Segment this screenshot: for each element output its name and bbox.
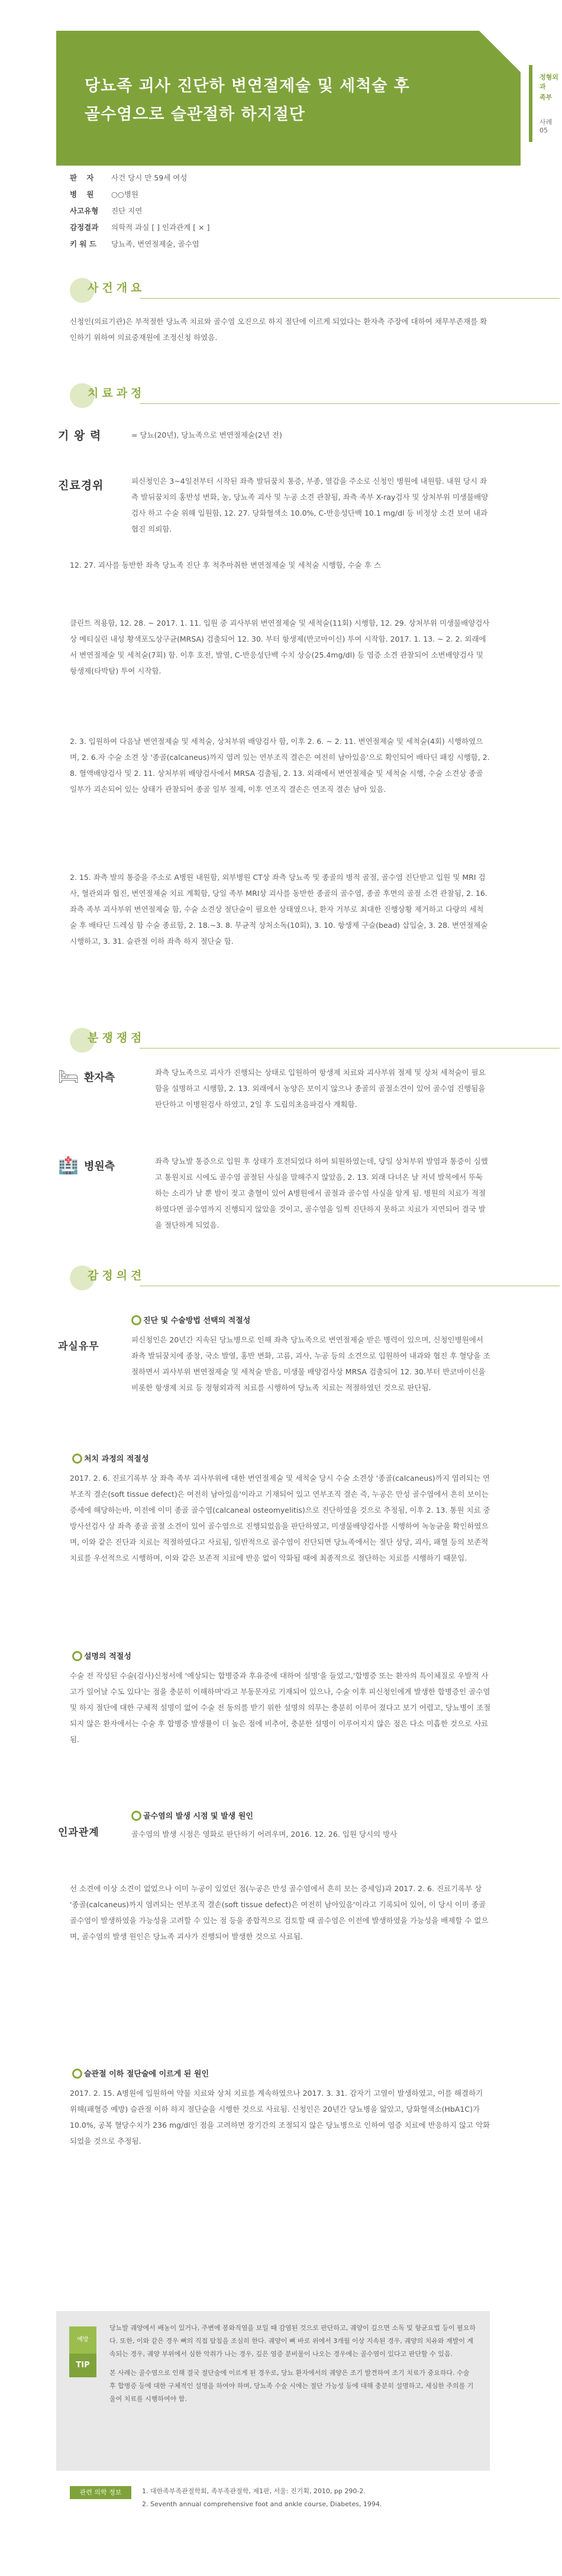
fault-label: 과실유무: [58, 1341, 99, 1352]
fault-subheading: 처치 과정의 적절성: [84, 1452, 149, 1464]
fault-text: 2017. 2. 6. 진료기록부 상 좌측 족부 괴사부위에 대한 변연절제술 및 세척술 당시 수술 소견상 '종골(calcaneus)까지 염려되는 연부조직 결손(soft tissue defect)은 여전히 남아있음'이라고 기재되어 있고 연부조직 결손 즉, 누공은 만성 골수염에서 흔히 보이는 증세에 해당하는바, 이전에 이미 종골 골수염(calcaneal osteomyelitis)으로 진단하였을 것으로 추정됨, 이후 2. 13. 통원 치료 중 방사선검사 상 좌측 종골 골절 소견이 있어 골수염으로 진행되었음을 판단하였고, 미생물배양검사를 시행하여 녹농균을 확인하였으며, 이와 같은 진단과 치료는 적절하였다고 사료됨, 일반적으로 골수염이 진단되면 당뇨족에서는 절단 상당, 괴사, 패혈 등의 보존적 치료를 우선적으로 시행하며, 이와 같은 보존적 치료에 반응 없이 악화될 때에 최종적으로 절단하는 치료를 시행하기 때문임.: [70, 1474, 490, 1562]
case-metadata: [70, 169, 377, 252]
meta-row: 감정결과 의학적 과실 [ ] 인과관계 [ × ]: [70, 223, 210, 232]
course-paragraph: 피신청인은 3∼4일전부터 시작된 좌측 발뒤꿈치 통증, 부종, 열감을 주소로 신청인 병원에 내원함. 내원 당시 좌측 발뒤꿈치의 홍반성 변화, 농, 당뇨족 괴사 및 누공 소견 관찰됨, 좌측 족부 X-ray검사 및 상처부위 미생물배양검사 하고 수술 위해 입원함, 12. 27. 당화혈색소 10.0%, C-반응성단백 10.1 mg/dl 등 비정상 소견 보여 내과 협진 의뢰함.: [131, 477, 489, 533]
patient-side: 🛏 환자측: [58, 1067, 115, 1086]
meta-row: 키 워 드 당뇨족, 변연절제술, 골수염: [70, 240, 199, 248]
hospital-icon: 🏥: [58, 1156, 79, 1175]
meta-row: 사고유형 진단 지연: [70, 206, 143, 215]
fault-subheading: 진단 및 수술방법 선택의 적절성: [143, 1314, 250, 1325]
history-label: 기 왕 력: [58, 429, 102, 442]
case-number: 사례 05: [540, 118, 553, 134]
patient-bed-icon: 🛏: [58, 1067, 79, 1086]
case-title: 당뇨족 괴사 진단하 변연절제술 및 세척술 후 골수염으로 슬관절하 하지절단: [85, 77, 410, 124]
causal-subheading: 슬관절 이하 절단술에 이르게 된 원인: [84, 2067, 209, 2079]
course-label: 진료경위: [58, 479, 104, 492]
hospital-claim-text: 좌측 당뇨발 통증으로 입원 후 상태가 호전되었다 하여 퇴원하였는데, 당일 상처부위 발염과 통증이 심했고 통원치료 시에도 골수염 골절된 사실을 말해주지 않았음, 2. 13. 외래 다녀온 날 저녁 발목에서 뚜둑 하는 소리가 날 뿐 발이 젖고 출혈이 있어 A병원에서 골절과 골수염 사실을 알게 됨. 병원의 치료가 적절하였다면 골수염까지 진행되지 않았을 것이고, 골수염을 일찍 진단하지 못하고 치료가 지연되어 결국 발을 절단하게 되었음.: [155, 1157, 488, 1229]
causal-text: 골수염의 발생 시점은 영화로 판단하기 어려우며, 2016. 12. 26. 입원 당시의 방사: [131, 1830, 398, 1839]
category-part: 족부: [540, 93, 553, 101]
fault-text: 수술 전 작성된 수술(검사)신청서에 '예상되는 합병증과 후유증에 대하여 설명'을 들었고,'합병증 또는 환자의 특이체질로 우발적 사고가 일어날 수도 있다'는 점을 충분히 이해하며'라고 부동문자로 기재되어 있으나, 수술 이후 피신청인에게 발생한 합병증인 골수염 및 하지 절단에 대한 구체적 설명이 없어 수술 전 동의를 받기 위한 설명의 의무는 충분히 이루어 졌다고 보기 어렵고, 당뇨병이 조절되지 않은 환자에서는 수술 후 합병증 발생률이 더 높은 점에 비추어, 충분한 설명이 이루어지지 않은 점은 다소 미흡한 것으로 사료됨.: [70, 1671, 491, 1744]
causal-text: 2017. 2. 15. A병원에 입원하여 약물 치료와 상처 치료를 계속하였으나 2017. 3. 31. 감자기 고열이 발생하였고, 이를 해결하기 위해(패혈증 예방) 슬관절 이하 하지 절단술을 시행한 것으로 사료됨. 신청인은 20년간 당뇨병을 앓았고, 당화혈색소(HbA1C)가 10.0%, 공복 혈당수치가 236 mg/dl인 점을 고려하면 장기간의 조절되지 않은 당뇨병으로 인하여 염증 치료에 반응하지 않고 악화 되었을 것으로 추정됨.: [70, 2089, 490, 2145]
patient-claim-text: 좌측 당뇨족으로 괴사가 진행되는 상태로 입원하여 항생제 치료와 괴사부위 절제 및 상처 세척술이 필요함을 설명하고 시행함, 2. 13. 외래에서 농양은 보이지 않으나 종골의 골절소견이 있어 골수염 진행됨을 판단하고 이병원검사 하였고, 2일 후 도립의초음파검사 계획함.: [155, 1068, 486, 1109]
prevention-tip-box: [56, 2311, 490, 2471]
course-paragraph: 12. 27. 괴사를 동반한 좌측 당뇨족 진단 후 척추마취한 변연절제술 및 세척술 시행함, 수술 후 스: [70, 561, 381, 569]
fault-subheading: 설명의 적절성: [84, 1650, 131, 1661]
hospital-side: 🏥 병원측: [58, 1156, 115, 1175]
overview-text: 신청인(의료기관)은 부적절한 당뇨족 치료와 골수염 오진으로 하지 절단에 이르게 되었다는 환자측 주장에 대하여 채무부존재를 확인하기 위하여 의료중재원에 조정신청 하였음.: [70, 317, 487, 342]
meta-row: 판 자 사건 당시 만 59세 여성: [70, 173, 188, 182]
meta-row: 병 원 ○○병원: [70, 190, 138, 199]
category-tab: [521, 31, 562, 166]
causal-text: 선 소견에 이상 소견이 없었으나 이미 누공이 있었던 점(누공은 만성 골수염에서 흔히 보는 증세임)과 2017. 2. 6. 진료기록부 상 '종골(calcaneus)까지 염려되는 연부조직 결손(soft tissue defect)은 여전히 남아있음'이라고 기록되어 있어, 이 당시 이미 종골 골수염이 발생하였을 가능성을 고려할 수 있는 점 등을 종합적으로 검토할 때 골수염은 이전에 발생하였을 가능성을 배제할 수 없으며, 골수염의 발생 원인은 당뇨족 괴사가 진행되어 발생한 것으로 사료됨.: [70, 1884, 489, 1941]
course-paragraph: 2. 3. 입원하여 다음날 변연절제술 및 세척술, 상처부위 배양검사 함, 이후 2. 6. ∼ 2. 11. 변연절제술 및 세척술(4회) 시행하였으며, 2. 6.자 수술 소견 상 '종골(calcaneus)까지 염려 있는 연부조직 결손은 여전히 남아있음'으로 확인되어 배타딘 패킹 시행함, 2. 8. 혈액배양검사 및 2. 11. 상처부위 배양검사에서 MRSA 검출됨, 2. 13. 외래에서 변연절제술 및 세척술 시행, 수술 소견상 종골 일부가 괴손되어 있는 상태가 관찰되어 종골 일부 절제, 이후 연조직 결손은 연조직 결손 남아 있음.: [70, 737, 490, 794]
category-dept: 정형외과: [540, 73, 558, 90]
course-paragraph: 2. 15. 좌측 발의 통증을 주소로 A병원 내원함, 외부병원 CT상 좌측 당뇨족 및 종골의 병적 골절, 골수염 진단받고 입원 및 MRI 검사, 혈관외과 협진, 변연절제술 치료 계획함, 당일 족부 MRI상 괴사를 동반한 종골의 골수염, 종골 후면의 골절 소견 관찰됨, 2. 16. 좌측 족부 괴사부위 변연절제술 함, 수술 소견상 절단술이 필요한 상태였으나, 환자 거부로 최대한 진행상황 제거하고 다량의 세척 술 후 배타딘 드레싱 함 수술 종료함, 2. 18.∼3. 8. 무균적 상처소독(10회), 3. 10. 항생제 구슬(bead) 삽입술, 3. 28. 변연절제술 시행하고, 3. 31. 슬관절 이하 좌측 하지 절단술 함.: [70, 873, 488, 946]
history-text: = 당뇨(20년), 당뇨족으로 변연절제술(2년 전): [131, 431, 282, 439]
course-paragraph: 클린트 적용함, 12. 28. ∼ 2017. 1. 11. 입원 중 괴사부위 변연절제술 및 세척술(11회) 시행함, 12. 29. 상처부위 미생물배양검사상 메티실린 내성 황색포도상구균(MRSA) 검출되어 12. 30. 부터 항생제(반코마이신) 투여 시작함. 2017. 1. 13. ∼ 2. 2. 외래에서 변연절제술 및 세척술(7회) 함. 이후 호전, 발열, C-반응성단백 수치 상승(25.4mg/dl) 등 염증 소견 관찰되어 소변배양검사 및 항생제(타박탐) 투여 시작함.: [70, 619, 490, 675]
reference-badge: 관련 의학 정보: [70, 2486, 131, 2499]
category-bar: [529, 65, 532, 142]
fault-text: 피신청인은 20년간 지속된 당뇨병으로 인해 좌측 당뇨족으로 변연절제술 받은 병력이 있으며, 신청인병원에서 좌측 발뒤꿈치에 종창, 국소 발열, 홍반 변화, 고름, 괴사, 누공 등의 소견으로 입원하여 내과와 협진 후 혈당을 조절하면서 괴사부위 변연절제술 및 세척술 받음, 미생물 배양검사상 MRSA 검출되어 12. 30.부터 반코마이신을 비롯한 항생제 치료 등 정형외과적 치료를 시행하여 당뇨족 치료는 적절하였던 것으로 판단됨.: [131, 1335, 490, 1392]
title-banner: [56, 31, 521, 166]
reference-list: 1. 대한족부족관절학회, 족부족관절학, 제1판, 서울: 진기획, 2010, pp 290-2. 2. Seventh annual comprehensive foot and ankle course, Diabetes, 1994.: [142, 2487, 382, 2508]
tip-text: 당뇨발 궤양에서 배농이 있거나, 주변에 봉와직염을 보일 때 감염된 것으로 판단하고, 궤양이 깊으면 소독 및 항균요법 등이 필요하다. 또한, 이와 같은 경우 뼈의 직접 탐침을 조심히 한다. 궤양이 뼈 바로 위에서 3개월 이상 지속된 경우, 궤양의 치유와 재발이 계속되는 경우, 궤양 부위에서 심한 악취가 나는 경우, 깊은 염증 분비물이 나오는 경우에는 골수염이 있다고 판단할 수 있음. 본 사례는 골수염으로 인해 결국 절단술에 이르게 된 경우로, 당뇨 환자에서의 궤양은 조기 발견하여 조기 치료가 중요하다. 수술 후 합병증 등에 대한 구체적인 설명을 하여야 하며, 당뇨족 수술 시에는 절단 가능성 등에 대해 충분히 설명하고, 세심한 주의를 기울여 치료를 시행하여야 함.: [109, 2324, 476, 2403]
causal-label: 인과관계: [58, 1827, 99, 1839]
corner-fold: [479, 31, 521, 72]
tip-badge: 예방 TIP: [69, 2326, 96, 2377]
causal-subheading: 골수염의 발생 시점 및 발생 원인: [143, 1810, 253, 1821]
